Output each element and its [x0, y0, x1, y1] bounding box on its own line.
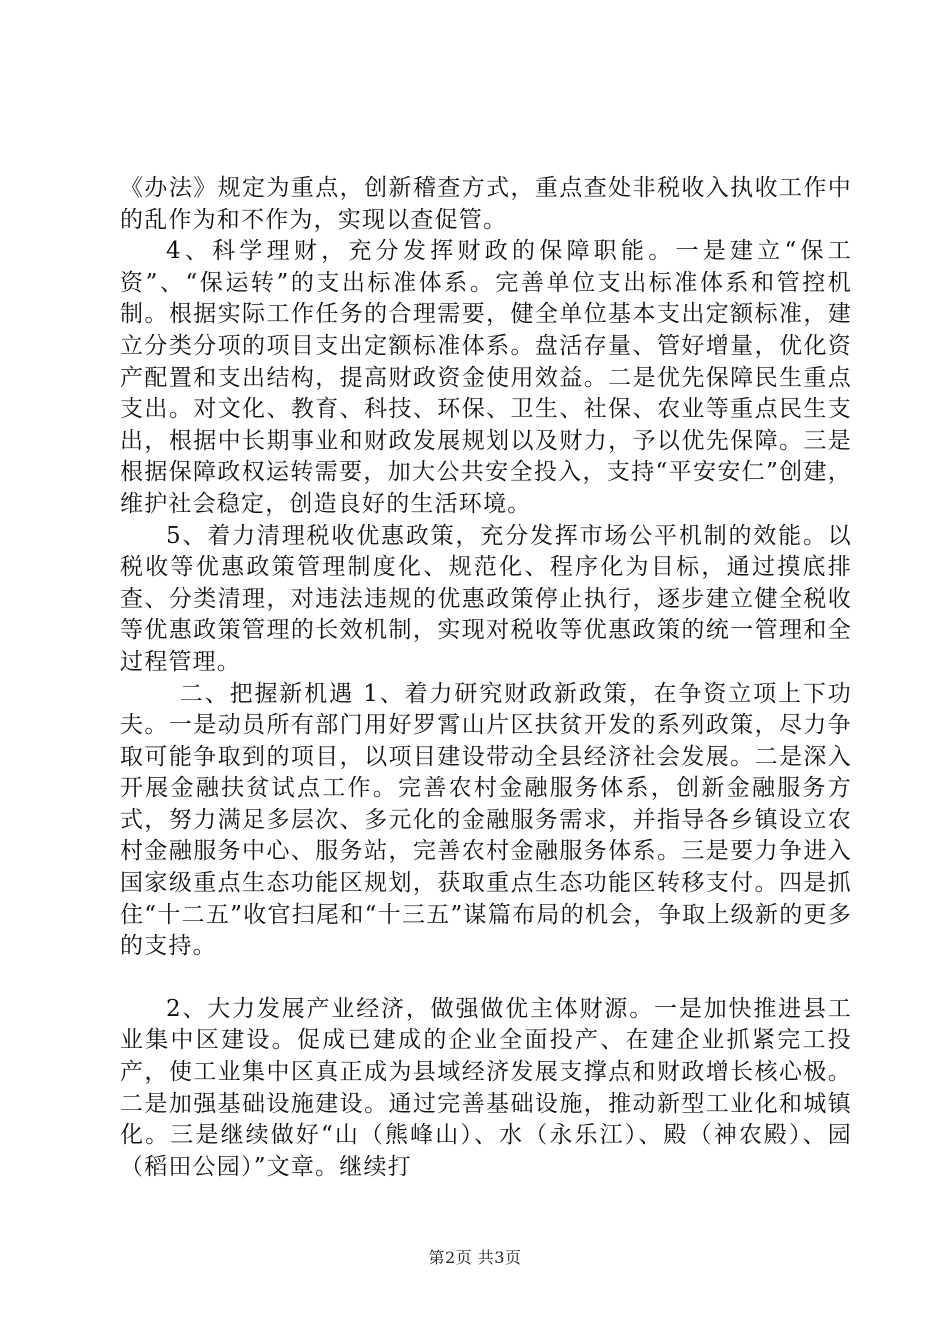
document-body: [120, 173, 852, 1183]
paragraph-item-5: 5、着力清理税收优惠政策，充分发挥市场公平机制的效能。以税收等优惠政策管理制度化、规范化、程序化为目标，通过摸底排查、分类清理，对违法违规的优惠政策停止执行，逐步建立健全税收等优惠政策管理的长效机制，实现对税收等优惠政策的统一管理和全过程管理。: [120, 522, 852, 675]
paragraph-section-2: 二、把握新机遇 1、着力研究财政新政策，在争资立项上下功夫。一是动员所有部门用好罗霄山片区扶贫开发的系列政策，尽力争取可能争取到的项目，以项目建设带动全县经济社会发展。二是深入开展金融扶贫试点工作。完善农村金融服务体系，创新金融服务方式，努力满足多层次、多元化的金融服务需求，并指导各乡镇设立农村金融服务中心、服务站，完善农村金融服务体系。三是要力争进入国家级重点生态功能区规划，获取重点生态功能区转移支付。四是抓住“十二五”收官扫尾和“十三五”谋篇布局的机会，争取上级新的更多的支持。: [120, 680, 852, 960]
paragraph-item-4: 4、科学理财，充分发挥财政的保障职能。一是建立“保工资”、“保运转”的支出标准体系。完善单位支出标准体系和管控机制。根据实际工作任务的合理需要，健全单位基本支出定额标准，建立分类分项的项目支出定额标准体系。盘活存量、管好增量，优化资产配置和支出结构，提高财政资金使用效益。二是优先保障民生重点支出。对文化、教育、科技、环保、卫生、社保、农业等重点民生支出，根据中长期事业和财政发展规划以及财力，予以优先保障。三是根据保障政权运转需要，加大公共安全投入，支持“平安安仁”创建，维护社会稳定，创造良好的生活环境。: [120, 238, 852, 517]
paragraph-continued: 《办法》规定为重点，创新稽查方式，重点查处非税收入执收工作中的乱作为和不作为，实现以查促管。: [120, 175, 852, 233]
paragraph-item-2: 2、大力发展产业经济，做强做优主体财源。一是加快推进县工业集中区建设。促成已建成的企业全面投产、在建企业抓紧完工投产，使工业集中区真正成为县域经济发展支撑点和财政增长核心极。二是加强基础设施建设。通过完善基础设施，推动新型工业化和城镇化。三是继续做好“山（熊峰山）、水（永乐江）、殿（神农殿）、园（稻田公园）”文章。继续打: [120, 995, 852, 1180]
page-footer: 第2页 共3页: [428, 1248, 522, 1267]
